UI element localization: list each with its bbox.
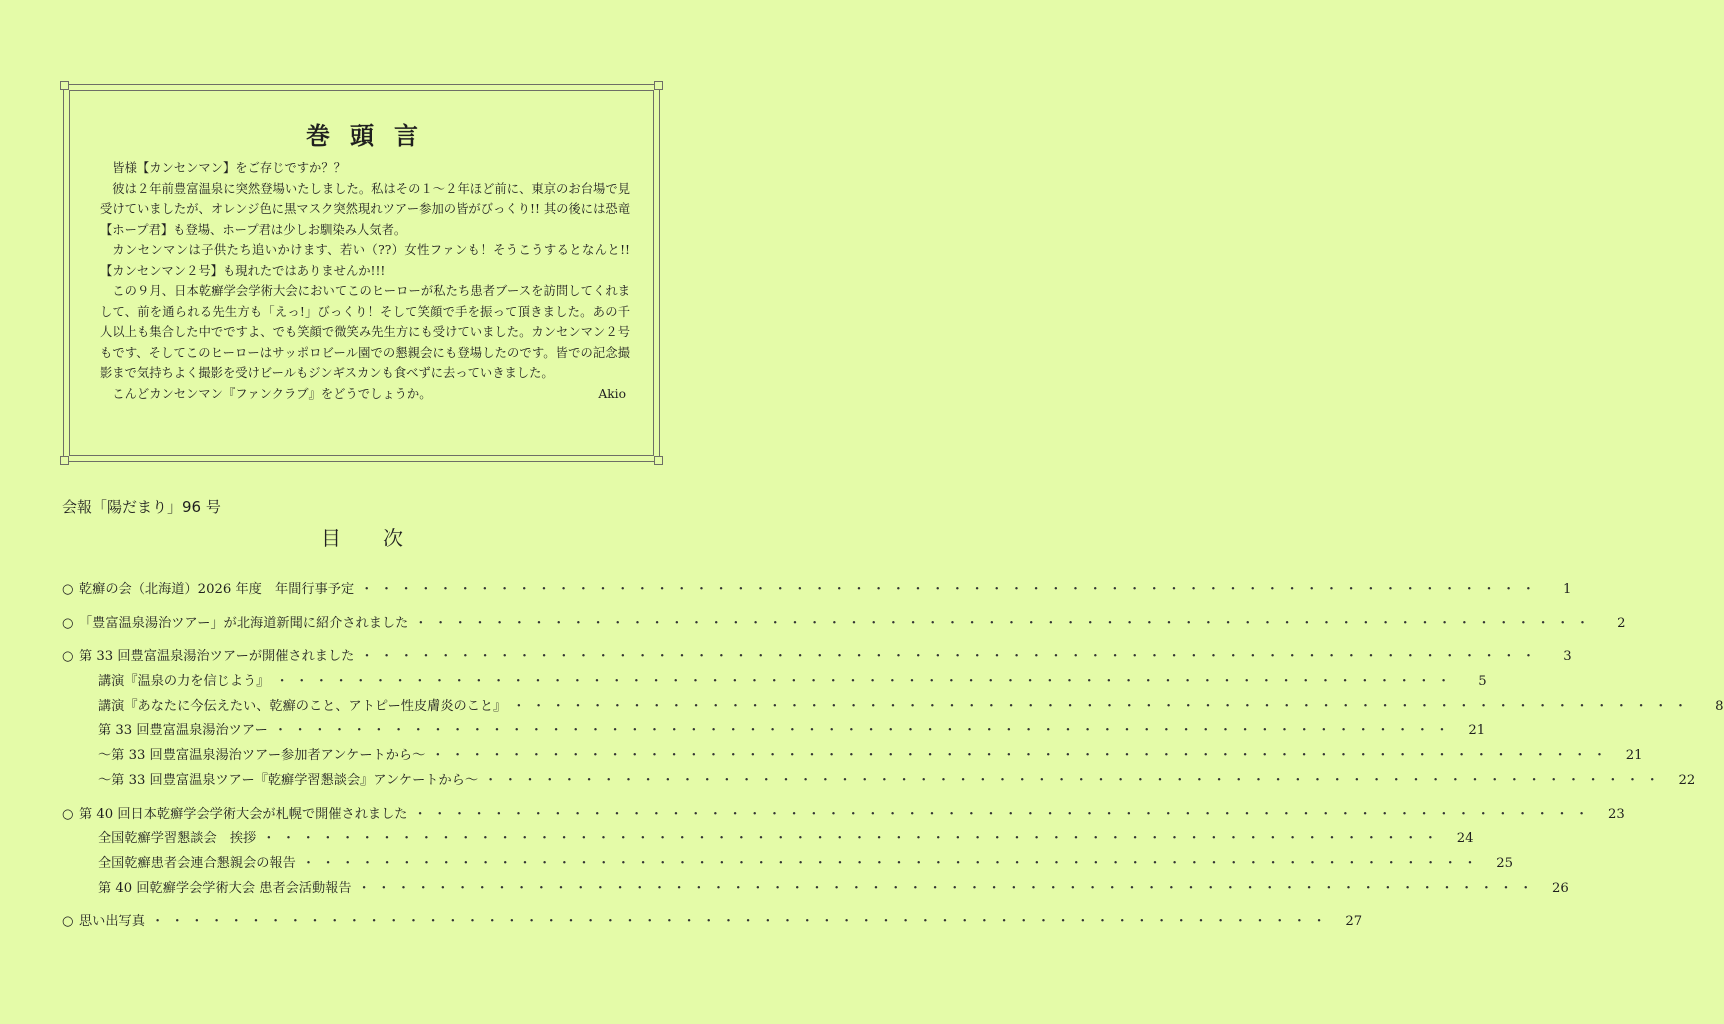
toc-page-number: 26 — [1552, 880, 1569, 896]
foreword-paragraph: カンセンマンは子供たち追いかけます、若い（??）女性ファンも！そうこうするとなんと!! 【カンセンマン２号】も現れたではありませんか!!! — [100, 243, 630, 278]
toc-entry — [62, 803, 1625, 828]
foreword-signature: Akio — [598, 386, 626, 401]
toc-entry — [62, 578, 1572, 603]
toc-entry-label: 第 33 回豊富温泉湯治ツアー — [98, 723, 268, 739]
toc-leader-dots: ・・・・・・・・・・・・・・・・・・・・・・・・・・・・・・・・・・・・・・・・・・・・・・・・・・・・・・・・・・・・ — [273, 723, 1456, 739]
toc-leader-dots: ・・・・・・・・・・・・・・・・・・・・・・・・・・・・・・・・・・・・・・・・・・・・・・・・・・・・・・・・・・・・ — [512, 698, 1694, 714]
toc-bullet: ○ — [62, 914, 74, 930]
toc-leader-dots: ・・・・・・・・・・・・・・・・・・・・・・・・・・・・・・・・・・・・・・・・・・・・・・・・・・・・・・・・・・・・ — [150, 914, 1333, 930]
toc-entry-label: 乾癬の会（北海道）2026 年度 年間行事予定 — [79, 582, 355, 597]
toc-entry-label: ～第 33 回豊富温泉ツアー『乾癬学習懇談会』アンケートから～ — [98, 772, 479, 788]
toc-title: 目次 — [321, 526, 445, 550]
toc-entry-label: ～第 33 回豊富温泉湯治ツアー参加者アンケートから～ — [98, 748, 426, 764]
toc-entry — [62, 645, 1572, 670]
foreword-paragraph: 彼は２年前豊富温泉に突然登場いたしました。私はその１～２年ほど前に、東京のお台場で見受けていましたが、オレンジ色に黒マスク突然現れツアー参加の皆がびっくり!! 其の後には恐竜【ホープ君】も登場、ホープ君は少しお馴染み人気者。 — [100, 181, 630, 237]
toc-page-number: 23 — [1607, 806, 1625, 822]
toc-entry — [62, 827, 1474, 852]
toc-leader-dots: ・・・・・・・・・・・・・・・・・・・・・・・・・・・・・・・・・・・・・・・・・・・・・・・・・・・・・・・・・・・・ — [484, 772, 1666, 788]
frame-corner — [60, 456, 69, 465]
toc-page-number: 27 — [1345, 914, 1363, 930]
toc-bullet: ○ — [62, 649, 74, 665]
toc-entry-label: 講演『あなたに今伝えたい、乾癬のこと、アトピー性皮膚炎のこと』 — [98, 698, 507, 714]
toc-entry — [62, 877, 1569, 902]
foreword-paragraph: この９月、日本乾癬学会学術大会においてこのヒーローが私たち患者ブースを訪問してくれまして、前を通られる先生方も「えっ!」びっくり！そして笑顔で手を振って頂きました。あの千人以上も集合した中でですよ、でも笑顔で微笑み先生方にも受けていました。カンセンマン２号もです、そしてこのヒーローはサッポロビール園での懇親会にも登場したのです。皆での記念撮影まで気持ちよく撮影を受けビールもジンギスカンも食べずに去っていきました。 — [100, 284, 630, 380]
frame-corner — [60, 81, 69, 90]
foreword-closing: こんどカンセンマン『ファンクラブ』をどうでしょうか。 — [112, 386, 432, 401]
toc-leader-dots: ・・・・・・・・・・・・・・・・・・・・・・・・・・・・・・・・・・・・・・・・・・・・・・・・・・・・・・・・・・・・ — [360, 582, 1542, 597]
toc-page-number: 24 — [1456, 831, 1474, 847]
toc-entry-label: 講演『温泉の力を信じよう』 — [98, 674, 270, 690]
toc-entry — [62, 695, 1724, 720]
foreword-title: 巻頭言 — [306, 121, 438, 150]
toc-page-number: 25 — [1496, 855, 1514, 871]
toc-entry — [62, 612, 1626, 637]
toc-entry — [62, 852, 1514, 877]
toc-entry-label: 第 40 回日本乾癬学会学術大会が札幌で開催されました — [79, 806, 408, 822]
toc-entry — [62, 744, 1643, 769]
frame-corner — [654, 456, 663, 465]
toc-page-number: 2 — [1617, 615, 1626, 631]
toc-bullet: ○ — [62, 615, 74, 631]
toc-leader-dots: ・・・・・・・・・・・・・・・・・・・・・・・・・・・・・・・・・・・・・・・・・・・・・・・・・・・・・・・・・・・・ — [262, 831, 1444, 847]
toc-page-number: 8 — [1715, 698, 1724, 714]
foreword-closing-line — [100, 384, 630, 405]
toc-leader-dots: ・・・・・・・・・・・・・・・・・・・・・・・・・・・・・・・・・・・・・・・・・・・・・・・・・・・・・・・・・・・・ — [413, 806, 1595, 822]
toc-entry-label: 全国乾癬患者会連合懇親会の報告 — [98, 855, 296, 871]
table-of-contents — [62, 578, 1724, 935]
toc-page-number: 3 — [1563, 649, 1572, 665]
toc-entry — [62, 769, 1696, 794]
toc-entry — [62, 719, 1486, 744]
toc-page-number: 21 — [1468, 723, 1486, 739]
toc-leader-dots: ・・・・・・・・・・・・・・・・・・・・・・・・・・・・・・・・・・・・・・・・・・・・・・・・・・・・・・・・・・・・ — [357, 880, 1539, 896]
toc-bullet: ○ — [62, 806, 74, 822]
toc-entry — [62, 670, 1487, 695]
toc-bullet: ○ — [62, 582, 74, 597]
toc-leader-dots: ・・・・・・・・・・・・・・・・・・・・・・・・・・・・・・・・・・・・・・・・・・・・・・・・・・・・・・・・・・・・ — [431, 748, 1613, 764]
toc-leader-dots: ・・・・・・・・・・・・・・・・・・・・・・・・・・・・・・・・・・・・・・・・・・・・・・・・・・・・・・・・・・・・ — [301, 855, 1484, 871]
toc-leader-dots: ・・・・・・・・・・・・・・・・・・・・・・・・・・・・・・・・・・・・・・・・・・・・・・・・・・・・・・・・・・・・ — [414, 615, 1596, 631]
toc-entry-label: 第 40 回乾癬学会学術大会 患者会活動報告 — [98, 880, 352, 896]
toc-page-number: 1 — [1563, 582, 1572, 597]
toc-entry — [62, 910, 1363, 935]
toc-entry-label: 「豊富温泉湯治ツアー」が北海道新聞に紹介されました — [79, 615, 409, 631]
toc-page-number: 22 — [1678, 772, 1696, 788]
toc-entry-label: 思い出写真 — [79, 914, 145, 930]
toc-page-number: 5 — [1478, 674, 1487, 690]
toc-page-number: 21 — [1625, 748, 1643, 764]
toc-entry-label: 第 33 回豊富温泉湯治ツアーが開催されました — [79, 649, 355, 665]
foreword-body — [100, 158, 630, 404]
toc-leader-dots: ・・・・・・・・・・・・・・・・・・・・・・・・・・・・・・・・・・・・・・・・・・・・・・・・・・・・・・・・・・・・ — [360, 649, 1542, 665]
frame-corner — [654, 81, 663, 90]
toc-entry-label: 全国乾癬学習懇談会 挨拶 — [98, 831, 257, 847]
newsletter-title: 会報「陽だまり」96 号 — [62, 498, 221, 516]
foreword-paragraph: 皆様【カンセンマン】をご存じですか？？ — [112, 161, 346, 175]
toc-leader-dots: ・・・・・・・・・・・・・・・・・・・・・・・・・・・・・・・・・・・・・・・・・・・・・・・・・・・・・・・・・・・・ — [275, 674, 1457, 690]
